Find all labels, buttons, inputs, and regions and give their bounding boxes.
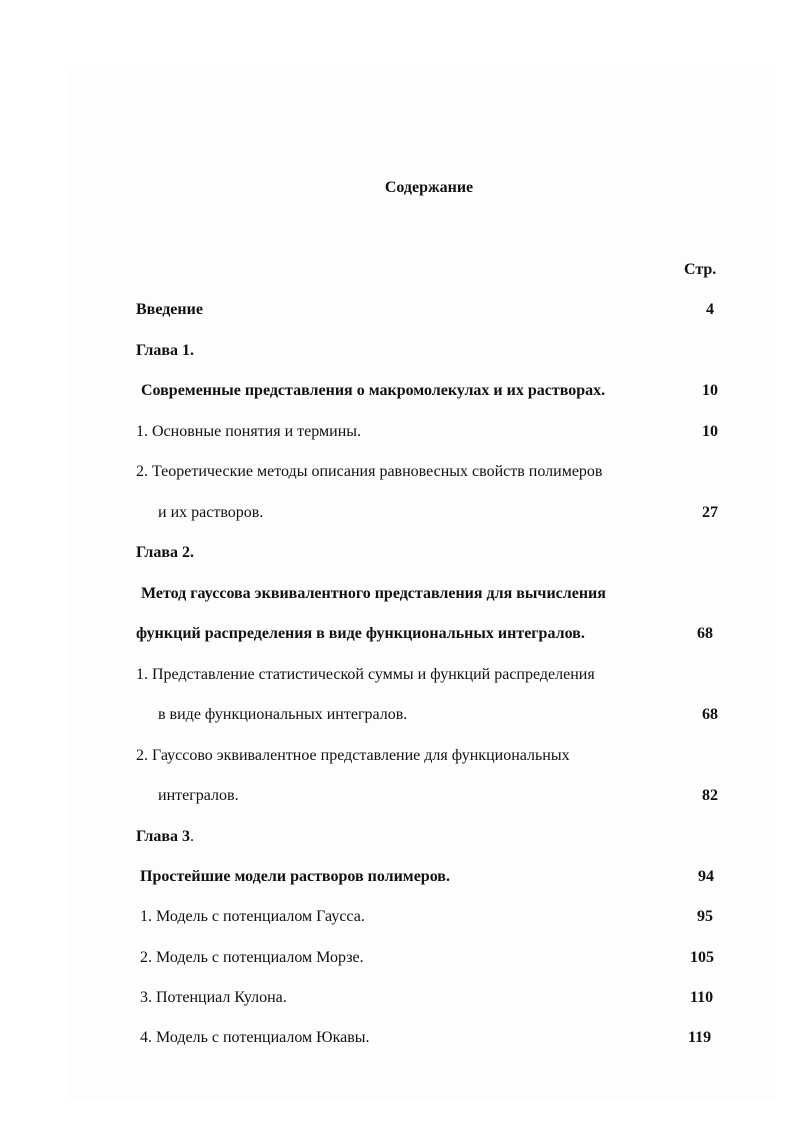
toc-section-3-4: 4. Модель с потенциалом Юкавы.: [140, 1029, 370, 1046]
toc-page-chapter-1: 10: [702, 382, 718, 399]
toc-page-section-3-2: 105: [690, 949, 714, 966]
toc-section-3-3: 3. Потенциал Кулона.: [140, 989, 287, 1006]
page-column-header: Стр.: [684, 261, 717, 278]
page-title: Содержание: [384, 179, 474, 196]
toc-section-2-2-cont: интегралов.: [158, 787, 239, 804]
toc-section-3-1: 1. Модель с потенциалом Гаусса.: [140, 908, 365, 925]
toc-chapter-3-title: Простейшие модели растворов полимеров.: [140, 868, 450, 885]
toc-chapter-3-dot: .: [190, 828, 194, 845]
toc-chapter-3-label: Глава 3: [136, 828, 190, 845]
toc-page-section-3-3: 110: [690, 989, 714, 1006]
toc-page-section-3-1: 95: [697, 908, 713, 925]
toc-section-1-1: 1. Основные понятия и термины.: [136, 423, 361, 440]
toc-chapter-3: [136, 827, 194, 847]
toc-page-section-1-2: 27: [702, 504, 718, 521]
toc-section-2-2: 2. Гауссово эквивалентное представление для функциональных: [136, 747, 570, 764]
toc-page-chapter-3: 94: [698, 868, 714, 885]
toc-page-section-2-1: 68: [702, 706, 718, 723]
toc-entry-introduction: Введение: [136, 301, 203, 318]
toc-page-chapter-2: 68: [697, 625, 713, 642]
toc-page-section-1-1: 10: [702, 423, 718, 440]
toc-chapter-2: Глава 2.: [136, 544, 194, 561]
toc-page-section-3-4: 119: [688, 1029, 712, 1046]
toc-section-1-2: 2. Теоретические методы описания равновесных свойств полимеров: [136, 463, 603, 480]
toc-section-2-1: 1. Представление статистической суммы и функций распределения: [136, 666, 595, 683]
toc-section-3-2: 2. Модель с потенциалом Морзе.: [140, 949, 364, 966]
toc-chapter-2-title: Метод гауссова эквивалентного представления для вычисления: [141, 585, 606, 602]
toc-chapter-2-title-cont: функций распределения в виде функциональных интегралов.: [136, 625, 585, 642]
toc-chapter-1: Глава 1.: [136, 342, 194, 359]
toc-page-section-2-2: 82: [702, 787, 718, 804]
toc-section-2-1-cont: в виде функциональных интегралов.: [158, 706, 408, 723]
toc-section-1-2-cont: и их растворов.: [158, 504, 264, 521]
toc-page-introduction: 4: [706, 301, 714, 318]
toc-chapter-1-title: Современные представления о макромолекулах и их растворах.: [141, 382, 606, 399]
